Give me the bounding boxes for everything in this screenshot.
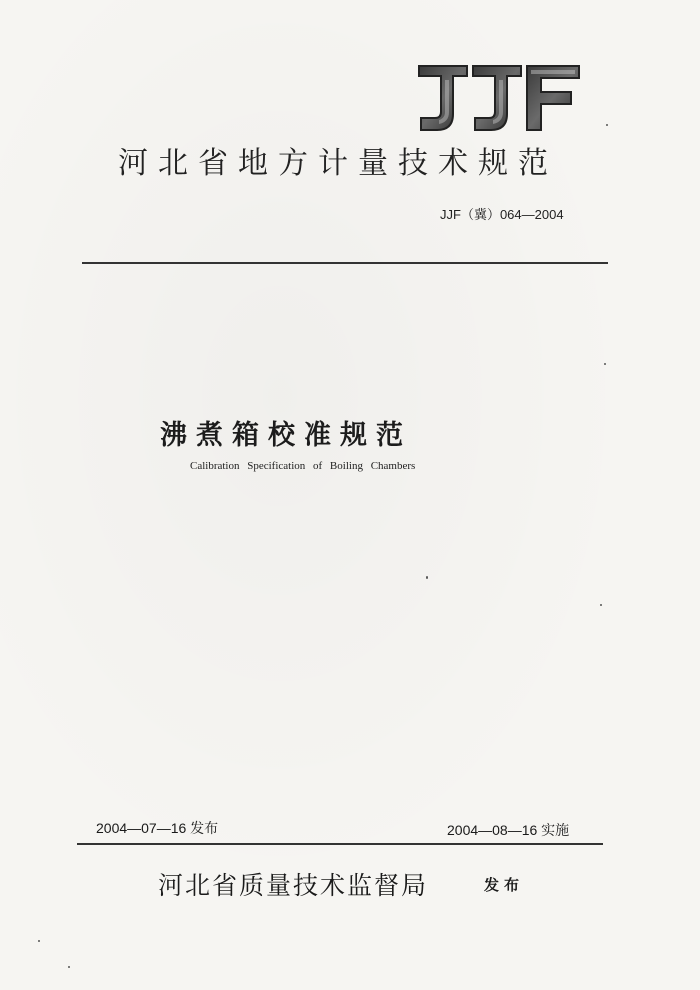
document-subtitle: Calibration Specification of Boiling Chambers bbox=[190, 460, 416, 472]
scan-speck bbox=[38, 940, 40, 942]
jjf-logo bbox=[415, 62, 583, 134]
scan-speck bbox=[600, 604, 602, 606]
scan-speck bbox=[426, 576, 428, 579]
scan-speck bbox=[604, 363, 606, 365]
scan-speck bbox=[606, 124, 608, 126]
scan-speck bbox=[68, 966, 70, 968]
issuer-suffix: 发布 bbox=[484, 876, 525, 894]
header-title: 河北省地方计量技术规范 bbox=[118, 146, 558, 181]
implementation-date: 2004—08—16 实施 bbox=[447, 822, 570, 838]
issuing-authority: 河北省质量技术监督局 bbox=[158, 871, 429, 900]
document-title: 沸煮箱校准规范 bbox=[160, 420, 412, 451]
top-divider bbox=[82, 262, 608, 264]
issue-date: 2004—07—16 发布 bbox=[96, 820, 219, 836]
standard-code: JJF（冀）064—2004 bbox=[440, 207, 564, 222]
bottom-divider bbox=[77, 843, 603, 845]
